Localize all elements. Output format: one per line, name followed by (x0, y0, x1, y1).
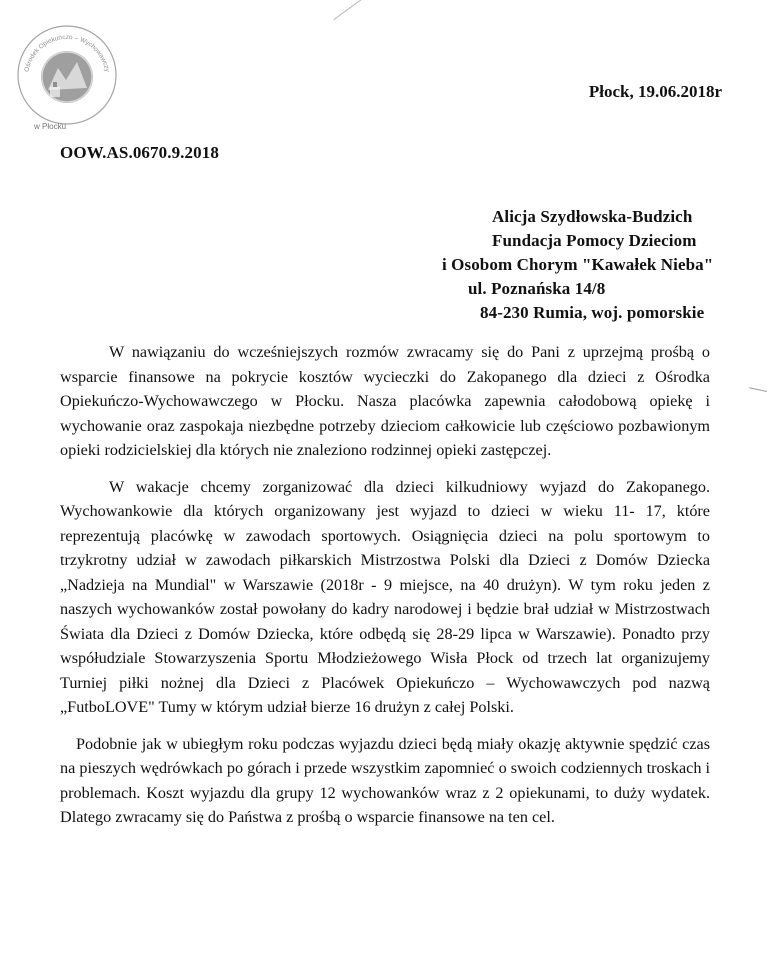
letter-date: Płock, 19.06.2018r (588, 82, 722, 101)
recipient-line: Alicja Szydłowska-Budzich (492, 207, 693, 226)
recipient-line: ul. Poznańska 14/8 (468, 279, 606, 298)
recipient-line: 84-230 Rumia, woj. pomorskie (480, 303, 705, 322)
seal-text-bottom: w Płocku (34, 122, 67, 131)
scan-edge-mark-top (333, 0, 364, 20)
letter-body (60, 340, 710, 830)
seal-text-top: Ośrodek Opiekuńczo – Wychowawczy (23, 33, 111, 73)
body-paragraph: Podobnie jak w ubiegłym roku podczas wyjazdu dzieci będą miały okazję aktywnie spędzić czas na pieszych wędrówkach po górach i przede wszystkim zapomnieć o swoich codziennych troskach i problemach. Koszt wyjazdu dla grupy 12 wychowanków wraz z 2 opiekunami, to duży wydatek. Dlatego zwracamy się do Państwa z prośbą o wsparcie finansowe na ten cel. (60, 734, 710, 826)
body-paragraph: W wakacje chcemy zorganizować dla dzieci kilkudniowy wyjazd do Zakopanego. Wychowankowie dla których organizowany jest wyjazd to dzieci w wieku 11- 17, które reprezentują placówkę w zawodach sportowych. Osiągnięcia dzieci na polu sportowym to trzykrotny udział w zawodach piłkarskich Mistrzostwa Polski dla Dzieci z Domów Dziecka „Nadzieja na Mundial" w Warszawie (2018r - 9 miejsce, na 40 drużyn). W tym roku jeden z naszych wychowanków został powołany do kadry narodowej i będzie brał udział w Mistrzostwach Świata dla Dzieci z Domów Dziecka, które odbędą się 28-29 lipca w Warszawie). Ponadto przy współudziale Stowarzyszenia Sportu Młodzieżowego Wisła Płock od trzech lat organizujemy Turniej piłki nożnej dla Dzieci z Placówek Opiekuńczo – Wychowawczych pod nazwą „FutboLOVE" Tumy w którym udział bierze 16 drużyn z całej Polski. (60, 477, 710, 716)
institution-seal-icon (14, 22, 120, 128)
recipient-line: Fundacja Pomocy Dzieciom (492, 231, 697, 250)
recipient-line: i Osobom Chorym "Kawałek Nieba" (442, 255, 714, 274)
scan-edge-mark-right (747, 387, 767, 402)
body-paragraph: W nawiązaniu do wcześniejszych rozmów zwracamy się do Pani z uprzejmą prośbą o wsparcie finansowe na pokrycie kosztów wycieczki do Zakopanego dla dzieci z Ośrodka Opiekuńczo-Wychowawczego w Płocku. Nasza placówka zapewnia całodobową opiekę i wychowanie oraz zaspokaja niezbędne potrzeby dzieciom całkowicie lub częściowo pozbawionym opieki rodzicielskiej dla których nie znaleziono rodzinnej opieki zastępczej. (60, 343, 710, 459)
reference-number: OOW.AS.0670.9.2018 (60, 143, 219, 162)
recipient-block (0, 205, 713, 325)
